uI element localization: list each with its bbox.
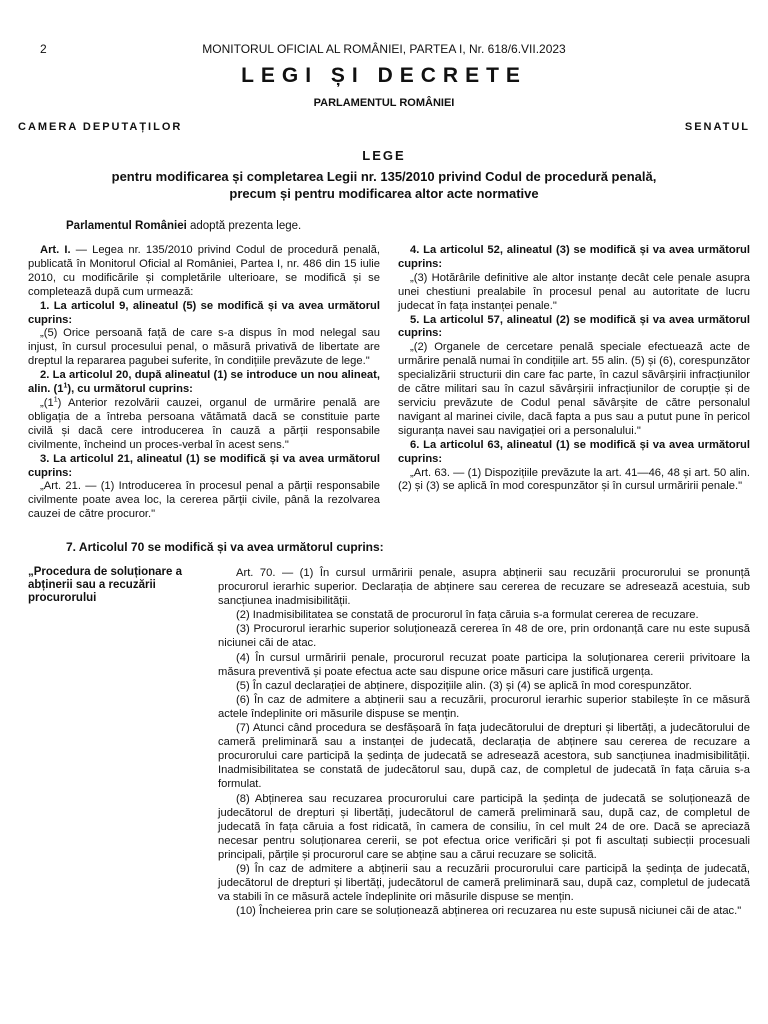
art1-paragraph [28,244,380,300]
art70-paragraph-10: (10) Încheierea prin care se soluționează abținerea ori recuzarea nu este supusă niciunei căi de atac." [236,905,742,918]
law-subtitle-line1: pentru modificarea și completarea Legii nr. 135/2010 privind Codul de procedură penală, [111,169,657,184]
point2-heading-a: 2. La articolul 20, după alineatul (1) se introduce un nou alineat, alin. (1 [28,369,380,396]
point6-text: „Art. 63. — (1) Dispozițiile prevăzute la art. 41—46, 48 și art. 50 alin. (2) și (3) se aplică în mod corespunzător și în cursul urmăririi penale." [398,466,750,493]
left-column [28,244,380,522]
law-subtitle [40,168,728,202]
right-column [398,244,750,494]
article-side-title: „Procedura de soluționare a abținerii sau a recuzării procurorului [28,566,183,604]
parliament-heading: PARLAMENTUL ROMÂNIEI [313,97,455,109]
running-head: MONITORUL OFICIAL AL ROMÂNIEI, PARTEA I, Nr. 618/6.VII.2023 [202,42,566,56]
art70-paragraph-6: (6) În caz de admitere a abținerii sau a recuzării, procurorul ierarhic superior stabilește în ce măsură actele îndeplinite ori măsurile dispuse se mențin. [218,693,750,720]
point4-text: „(3) Hotărârile definitive ale altor instanțe decât cele penale asupra unei chestiuni prealabile în procesul penal au autoritate de lucru judecat în fața instanței penale." [398,271,750,312]
law-title: LEGE [362,148,406,163]
art70-paragraph-5: (5) În cazul declarației de abținere, dispozițiile alin. (3) și (4) se aplică în mod corespunzător. [236,679,692,692]
art1-text: — Legea nr. 135/2010 privind Codul de procedură penală, publicată în Monitorul Oficial al României, Partea I, nr. 486 din 15 iulie 2010, cu modificările și completările ulterioare, se modifică și se completează după cum urmează: [28,244,380,298]
point1-heading: 1. La articolul 9, alineatul (5) se modifică și va avea următorul cuprins: [28,299,380,326]
point2-heading [28,369,380,397]
point2-text-a: „(1 [40,396,54,409]
art70-paragraph-3: (3) Procurorul ierarhic superior soluționează cererea în 48 de ore, prin ordonanță care nu este supusă niciunei căi de atac. [218,623,750,650]
point3-heading: 3. La articolul 21, alineatul (1) se modifică și va avea următorul cuprins: [28,452,380,479]
point2-text [28,397,380,453]
point5-heading: 5. La articolul 57, alineatul (2) se modifică și va avea următorul cuprins: [398,313,750,340]
adopt-bold: Parlamentul României [66,220,187,232]
section-title: LEGI ȘI DECRETE [241,64,527,87]
art1-label: Art. I. [40,244,71,256]
art70-paragraph-9: (9) În caz de admitere a abținerii sau a recuzării procurorului care participă la ședința de judecată, judecătorul de drepturi și libertăți, judecătorul de cameră preliminară sau, după caz, completul de judecată va stabili în ce măsură actele îndeplinite ori măsurile dispuse se mențin. [218,862,750,904]
point1-text: „(5) Orice persoană față de care s-a dispus în mod nelegal sau injust, în cursul procesului penal, o măsură privativă de libertate are dreptul la repararea pagubei suferite, în condițiile prevăzute de lege." [28,327,380,368]
art70-paragraph-4: (4) În cursul urmăririi penale, procurorul recuzat poate participa la soluționarea cererii privitoare la măsura preventivă și poate efectua acte sau dispune orice măsuri care justifică urgența. [218,651,750,678]
chamber-left: CAMERA DEPUTAȚILOR [18,121,183,133]
adopt-rest: adoptă prezenta lege. [186,220,302,232]
page-number: 2 [40,42,47,56]
art70-paragraph-7: (7) Atunci când procedura se desfășoară în fața judecătorului de drepturi și libertăți, a judecătorului de cameră preliminară sau a instanței de judecată, declarația de abținere sau cererea de recuzare a procurorului care participă la ședința de judecată se adresează acestora, sub sancțiunea inadmisibilității. Inadmisibilitatea se constată de judecătorul sau, după caz, de completul de judecată în fața căruia s-a formulat. [218,722,750,791]
point4-heading: 4. La articolul 52, alineatul (3) se modifică și va avea următorul cuprins: [398,244,750,270]
law-subtitle-line2: precum și pentru modificarea altor acte normative [229,186,539,201]
article70-body [218,566,750,918]
point2-heading-b: ), cu următorul cuprins: [67,383,193,396]
point5-text: „(2) Organele de cercetare penală speciale efectuează acte de urmărire penală numai în condițiile art. 55 alin. (5) și (6), corespunzător specializării structurii din care fac parte, în cazul săvârșirii infracțiunilor de către militari sau în cazul săvârșirii infracțiunilor de corupție și de serviciu prevăzute de Codul penal săvârșite de către personalul navigant al marinei civile, dacă fapta a pus sau a putut pune în pericol siguranța navei sau navigației ori a personalului." [398,341,750,437]
point2-heading-sup: 1 [63,382,68,390]
point2-text-b: ) Anterior rezolvării cauzei, organul de urmărire penală are obligația de a întreba persoana vătămată dacă se constituie parte civilă și dacă cere introducerea în cauză a părții responsabile civilmente, încheind un proces-verbal în acest sens." [28,396,380,451]
point7-heading: 7. Articolul 70 se modifică și va avea următorul cuprins: [66,540,384,554]
point3-text: „Art. 21. — (1) Introducerea în procesul penal a părții responsabile civilmente poate avea loc, la cererea părții civile, până la rezolvarea cauzei de către procuror." [28,480,380,521]
chamber-right: SENATUL [684,121,750,133]
art70-paragraph-1: Art. 70. — (1) În cursul urmăririi penale, asupra abținerii sau recuzării procurorului se pronunță procurorul ierarhic superior. Declarația de abținere sau cererea de recuzare se adresează acestuia, sub sancțiunea inadmisibilității. [218,567,750,608]
point6-heading: 6. La articolul 63, alineatul (1) se modifică și va avea următorul cuprins: [398,438,750,465]
art70-paragraph-8: (8) Abținerea sau recuzarea procurorului care participă la ședința de judecată se soluționează de judecătorul de drepturi și libertăți, judecătorul de cameră preliminară sau, după caz, de completul de judecată în fața căruia a fost ridicată, în camera de consiliu, în cel mult 24 de ore. Dacă se apreciază necesar pentru soluționarea cererii, se pot efectua orice verificări și pot fi ascultați subiecții procesuali principali, părțile și procurorul care se abține sau a cărui recuzare se solicită. [218,792,750,861]
point2-text-sup: 1 [53,396,58,404]
art70-paragraph-2: (2) Inadmisibilitatea se constată de procurorul în fața căruia s-a formulat cererea de recuzare. [236,609,699,622]
adoption-statement [66,220,301,232]
